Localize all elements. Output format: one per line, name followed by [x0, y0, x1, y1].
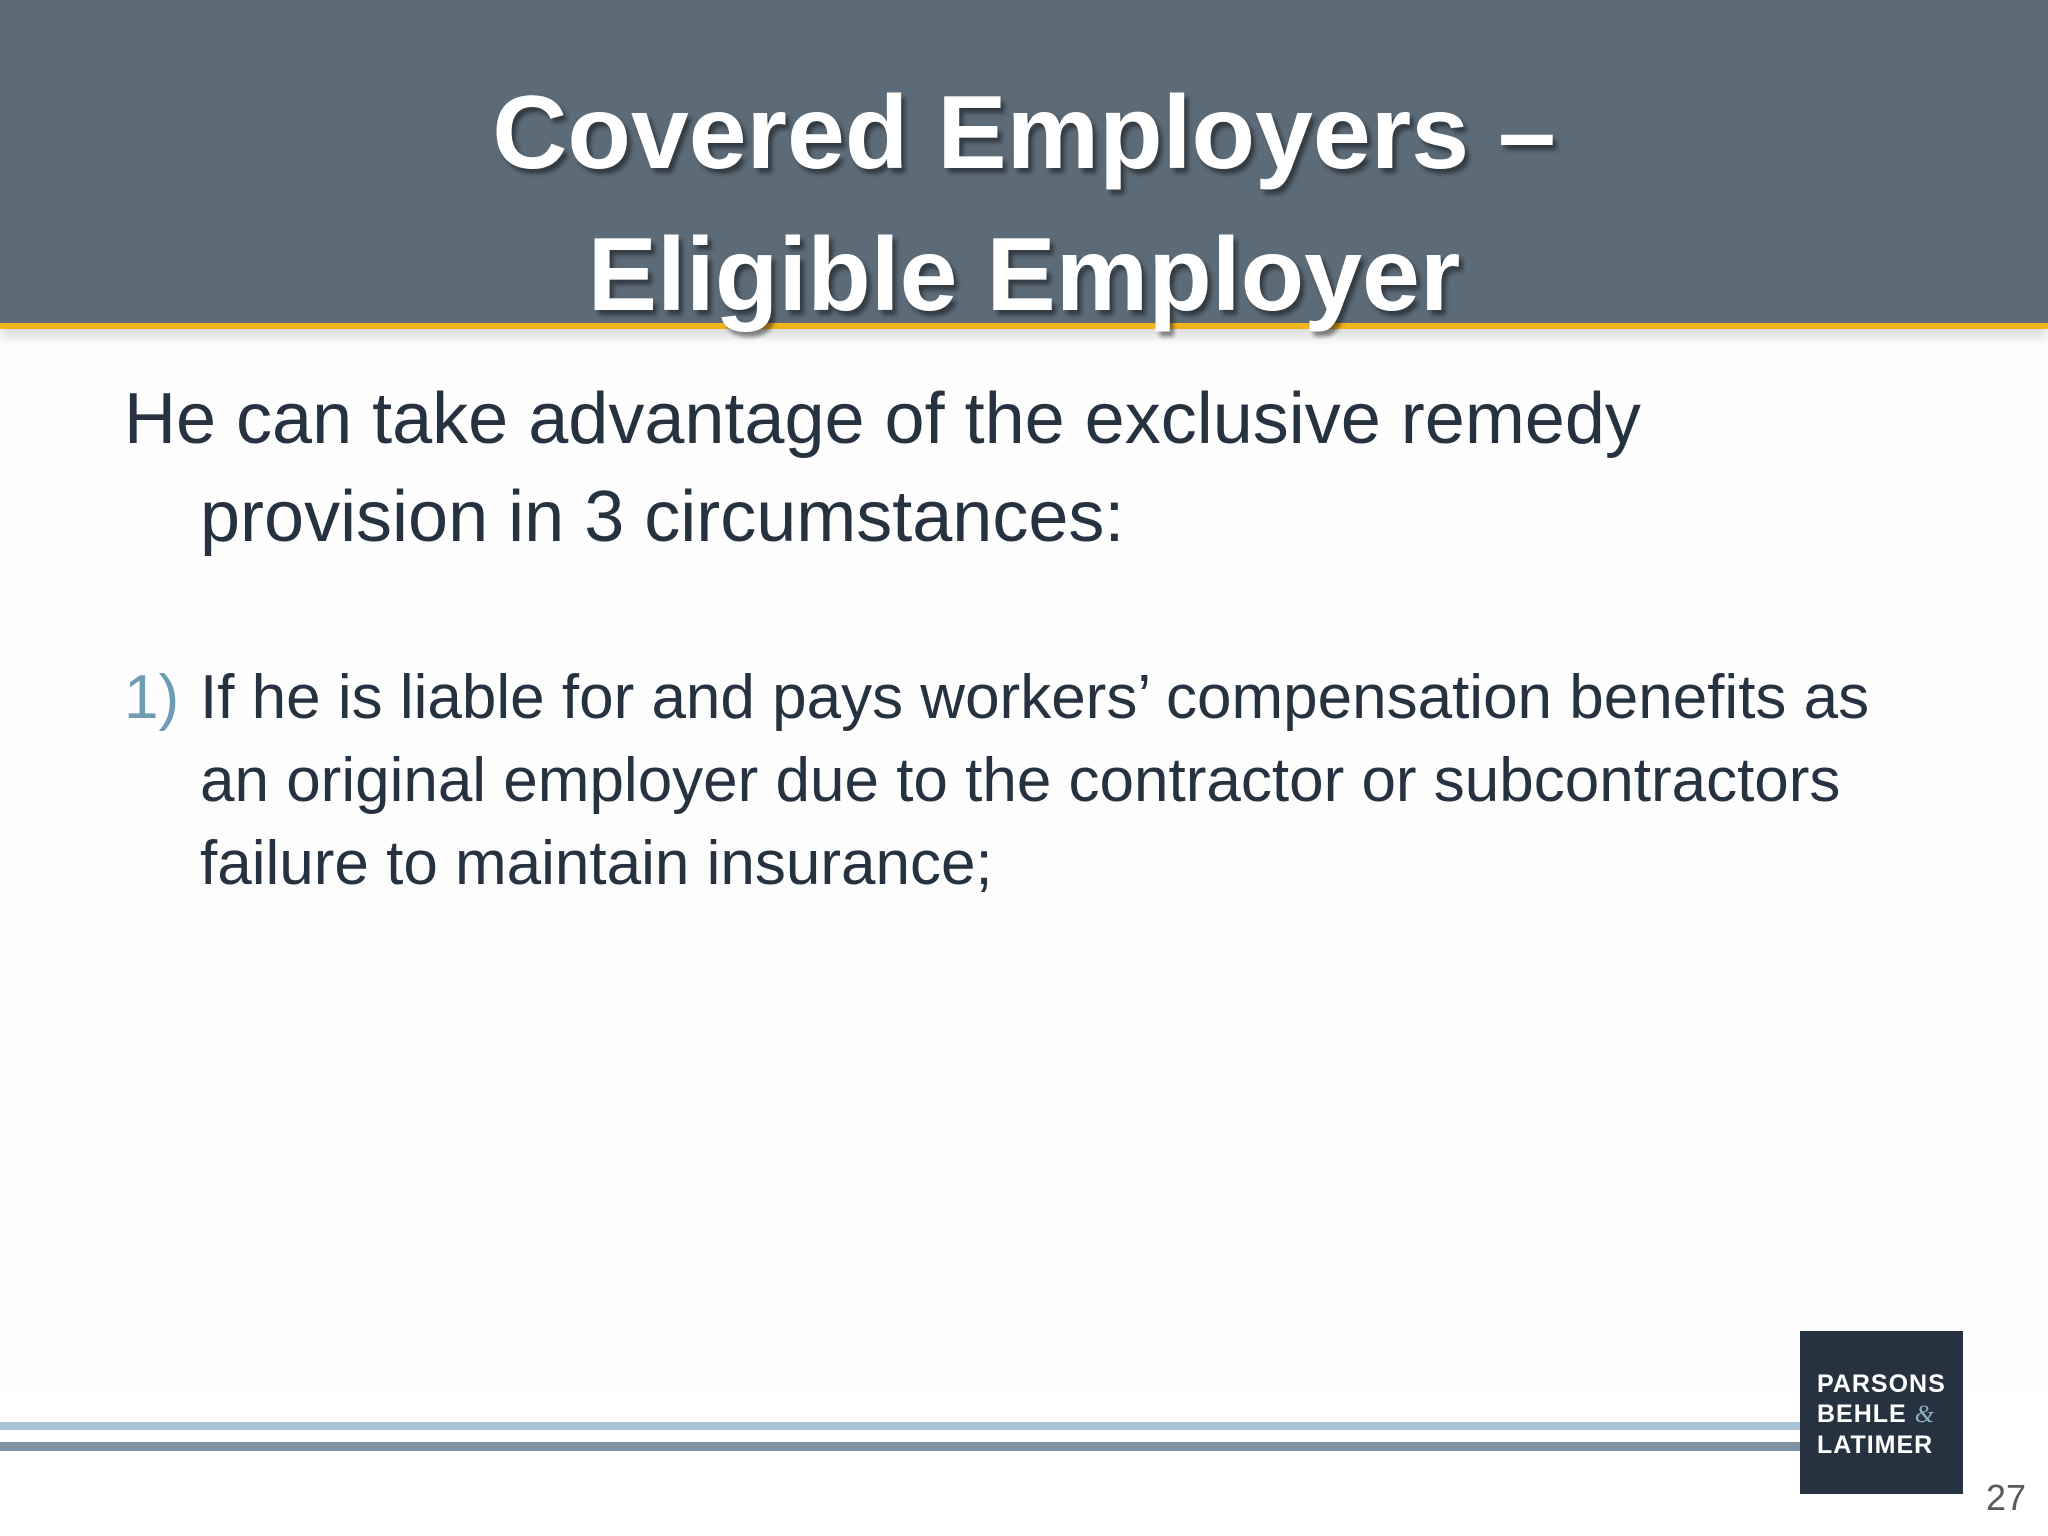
page-number: 27: [1985, 1477, 2026, 1518]
list-item: [124, 656, 1944, 905]
logo-behle-text: BEHLE: [1817, 1400, 1907, 1428]
firm-logo: [1800, 1331, 1963, 1494]
logo-line-behle: [1817, 1399, 1963, 1430]
logo-ampersand: &: [1914, 1401, 1936, 1428]
footer-line-light: [0, 1422, 1800, 1430]
slide-body: [124, 370, 1944, 905]
logo-line-latimer: LATIMER: [1817, 1431, 1934, 1459]
slide-title-line-1: Covered Employers –: [492, 75, 1556, 191]
list-item-number: 1): [124, 663, 180, 732]
footer-line-dark: [0, 1442, 1800, 1451]
slide-title-line-2: Eligible Employer: [587, 217, 1461, 333]
slide-title: [0, 62, 2048, 346]
logo-line-parsons: PARSONS: [1817, 1370, 1946, 1398]
list-item-text: If he is liable for and pays workers’ compensation benefits as an original employer due to the contractor or subcontractors failure to maintain insurance;: [200, 663, 1870, 898]
intro-text: He can take advantage of the exclusive remedy provision in 3 circumstances:: [124, 379, 1641, 557]
